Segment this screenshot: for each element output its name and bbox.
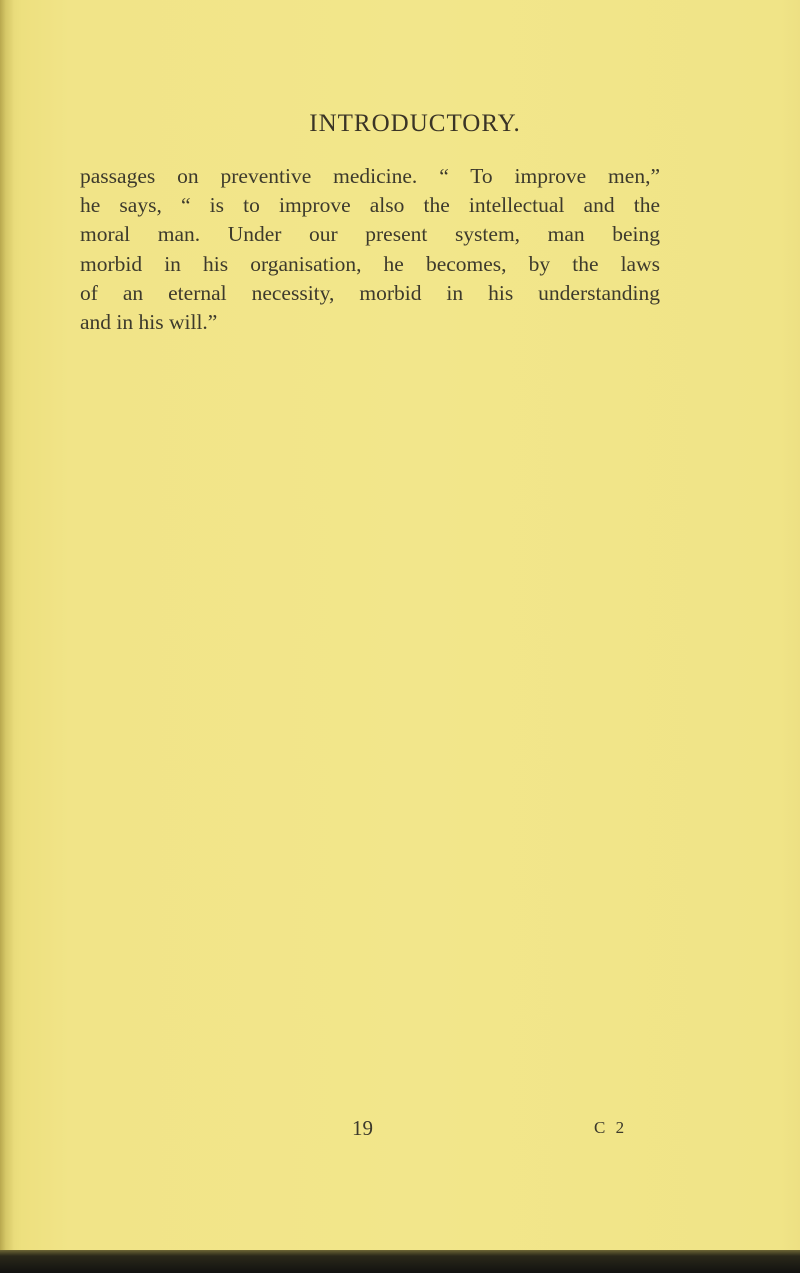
- text-line: and in his will.”: [80, 310, 218, 335]
- text-line: of an eternal necessity, morbid in his understanding: [80, 280, 660, 305]
- running-head: INTRODUCTORY.: [309, 110, 521, 137]
- spine-shadow: [0, 0, 14, 1273]
- text-line: passages on preventive medicine. “ To improve men,”: [80, 164, 660, 188]
- body-paragraph: [80, 162, 660, 337]
- page-bottom-edge: [0, 1250, 800, 1273]
- text-line: he says, “ is to improve also the intellectual and the: [80, 193, 660, 218]
- text-line: moral man. Under our present system, man being: [80, 222, 660, 247]
- page-number: 19: [352, 1116, 373, 1140]
- signature-mark: C 2: [594, 1118, 628, 1137]
- text-line: morbid in his organisation, he becomes, by the laws: [80, 251, 660, 276]
